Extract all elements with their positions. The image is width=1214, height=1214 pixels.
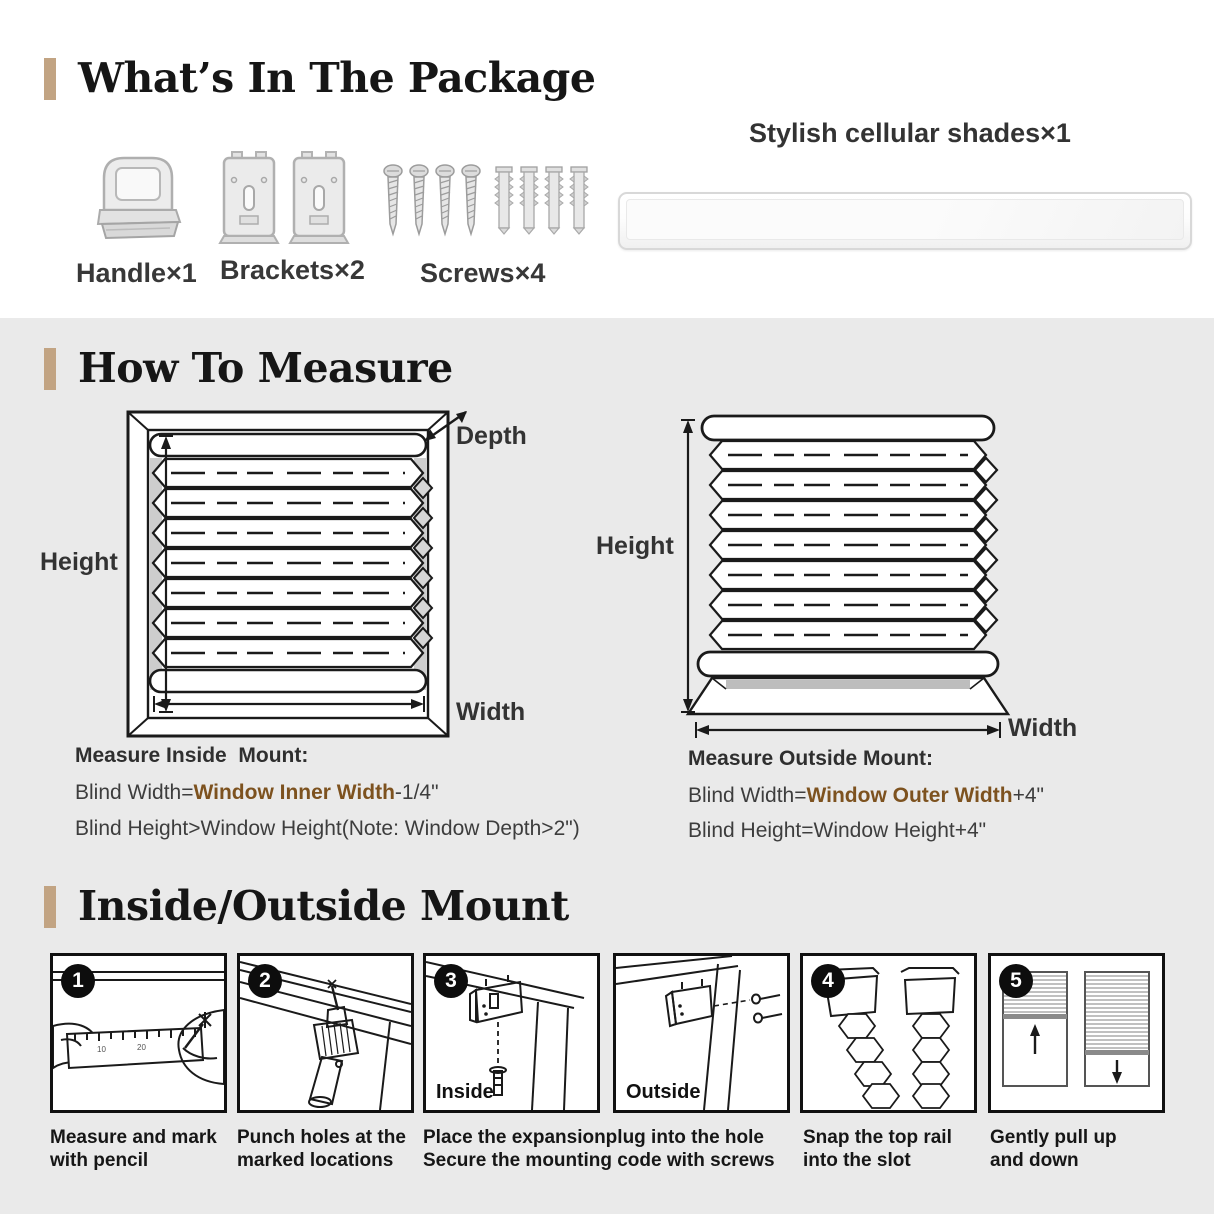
mount-title: Inside/Outside Mount	[78, 882, 569, 930]
shade-title: Stylish cellular shades×1	[749, 118, 1071, 148]
svg-text:20: 20	[137, 1043, 146, 1052]
svg-text:10: 10	[97, 1045, 106, 1054]
step-badge: 1	[61, 964, 95, 998]
screws-label: Screws×4	[420, 258, 546, 288]
outside-mount-formula-width	[688, 784, 1044, 808]
step-caption-2: Punch holes at the marked locations	[237, 1127, 406, 1172]
step-badge: 2	[248, 964, 282, 998]
step-caption-1: Measure and mark with pencil	[50, 1127, 217, 1172]
step-caption-4: Snap the top rail into the slot	[803, 1127, 952, 1172]
brackets-label: Brackets×2	[220, 255, 365, 285]
step-panel-5	[988, 953, 1165, 1113]
step-panel-4	[800, 953, 977, 1113]
step-panel-1	[50, 953, 227, 1113]
accent-bar	[44, 58, 56, 100]
step-caption-5: Gently pull up and down	[990, 1127, 1117, 1172]
step-caption-3: Place the expansionplug into the hole Secure the mounting code with screws	[423, 1127, 775, 1172]
inside-label: Inside	[436, 1081, 494, 1103]
screws-and-anchors-icon	[383, 162, 593, 240]
height-label-inside: Height	[40, 548, 118, 576]
outside-mount-diagram	[678, 412, 1018, 742]
outside-mount-formula-height: Blind Height=Window Height+4"	[688, 819, 987, 842]
step-badge: 4	[811, 964, 845, 998]
width-label-outside: Width	[1008, 714, 1078, 742]
formula-pre: Blind Width=	[75, 781, 194, 804]
height-label-outside: Height	[596, 532, 674, 560]
formula-post: -1/4"	[394, 781, 439, 804]
formula-pre: Blind Width=	[688, 784, 807, 807]
formula-highlight: Window Outer Width	[806, 784, 1013, 807]
handle-icon	[92, 148, 184, 248]
handle-label: Handle×1	[76, 258, 197, 288]
package-title: What’s In The Package	[78, 54, 596, 102]
step-badge: 5	[999, 964, 1033, 998]
bracket-icon	[288, 150, 350, 246]
formula-highlight: Window Inner Width	[193, 781, 395, 804]
bracket-icon	[218, 150, 280, 246]
inside-mount-formula-width	[75, 781, 439, 805]
cellular-shade-image	[618, 192, 1192, 250]
step-panel-3-inside	[423, 953, 600, 1113]
accent-bar	[44, 348, 56, 390]
step-panel-2	[237, 953, 414, 1113]
outside-label: Outside	[626, 1081, 701, 1103]
formula-post: +4"	[1012, 784, 1044, 807]
accent-bar	[44, 886, 56, 928]
outside-mount-heading: Measure Outside Mount:	[688, 747, 934, 770]
step-badge: 3	[434, 964, 468, 998]
width-label-inside: Width	[456, 698, 526, 726]
inside-mount-diagram	[126, 408, 476, 740]
depth-label: Depth	[456, 422, 527, 450]
inside-mount-formula-height: Blind Height>Window Height(Note: Window Depth>2")	[75, 817, 580, 840]
step-panel-3-outside	[613, 953, 790, 1113]
measure-title: How To Measure	[78, 344, 453, 392]
inside-mount-heading: Measure Inside Mount:	[75, 744, 309, 767]
